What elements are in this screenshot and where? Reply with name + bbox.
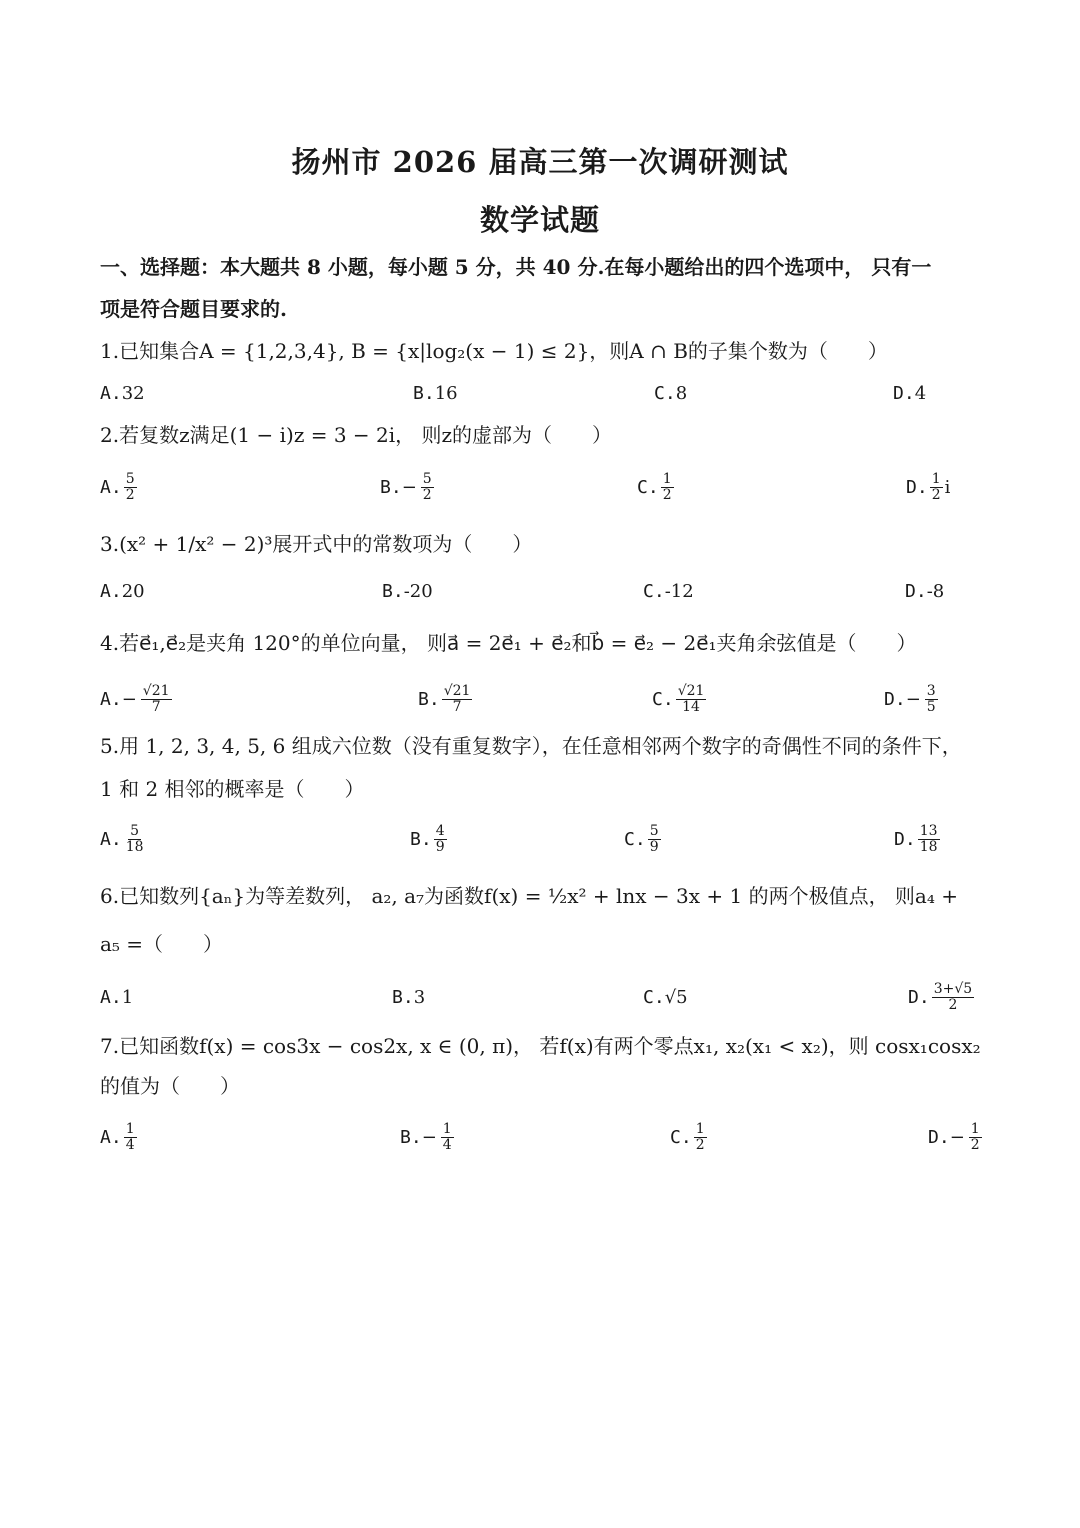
question-6-option-b[interactable] [392, 977, 425, 1017]
option-label: B. [410, 828, 432, 850]
option-label: D. [906, 476, 928, 498]
fraction-denominator: 7 [452, 698, 462, 715]
question-7-option-d[interactable] [928, 1117, 984, 1157]
question-2-option-a[interactable] [100, 467, 139, 507]
option-sign: − [401, 476, 417, 498]
question-3-option-c[interactable] [643, 571, 694, 611]
option-fraction [441, 1122, 454, 1153]
option-label: D. [905, 580, 927, 602]
option-label: B. [380, 476, 402, 498]
fraction-denominator: 5 [926, 698, 936, 715]
question-7-option-c[interactable] [670, 1117, 709, 1157]
option-value: 4 [914, 382, 927, 404]
option-value: 3 [413, 986, 426, 1008]
option-value: √5 [664, 986, 688, 1008]
option-value: 16 [434, 382, 458, 404]
option-sign: − [421, 1126, 437, 1148]
fraction-numerator: 3+√5 [933, 980, 973, 997]
fraction-denominator: 9 [435, 838, 445, 855]
fraction-numerator: 5 [422, 470, 432, 487]
section-instruction-line-2: 项是符合题目要求的. [100, 297, 287, 321]
question-3-stem-line-1: 3.(x² + 1/x² − 2)³展开式中的常数项为（ ） [100, 532, 533, 556]
fraction-denominator: 2 [695, 1136, 705, 1153]
option-label: C. [643, 580, 665, 602]
exam-subtitle: 数学试题 [479, 203, 600, 237]
question-2-options [0, 467, 1080, 507]
question-7-option-b[interactable] [400, 1117, 456, 1157]
option-sign: − [905, 688, 921, 710]
question-5-stem-line-1: 5.用 1, 2, 3, 4, 5, 6 组成六位数（没有重复数字），在任意相邻两个数字的奇偶性不同的条件下， [100, 734, 962, 758]
option-fraction [124, 1122, 137, 1153]
fraction-denominator: 2 [970, 1136, 980, 1153]
option-suffix: i [944, 476, 951, 498]
question-6-stem-line-2: a₅ =（ ） [100, 932, 224, 956]
question-4-option-c[interactable] [652, 679, 708, 719]
option-sign: − [949, 1126, 965, 1148]
exam-title: 扬州市 2026 届高三第一次调研测试 [291, 145, 789, 179]
option-label: B. [400, 1126, 422, 1148]
option-label: B. [413, 382, 435, 404]
question-4-stem-line-1: 4.若e⃗₁,e⃗₂是夹角 120°的单位向量， 则a⃗ = 2e⃗₁ + e⃗₂和b⃗ = e⃗₂ − 2e⃗₁夹角余弦值是（ ） [100, 631, 917, 655]
option-value: 20 [121, 580, 145, 602]
question-6-options [0, 977, 1080, 1017]
option-fraction [124, 472, 137, 503]
question-5-option-a[interactable] [100, 819, 148, 859]
fraction-denominator: 14 [682, 698, 700, 715]
question-5-option-b[interactable] [410, 819, 449, 859]
question-7-stem-line-1: 7.已知函数f(x) = cos3x − cos2x, x ∈ (0, π)， 若f(x)有两个零点x₁, x₂(x₁ < x₂)，则 cosx₁cosx₂ [100, 1034, 981, 1058]
option-fraction [694, 1122, 707, 1153]
question-5-option-c[interactable] [624, 819, 663, 859]
option-label: D. [893, 382, 915, 404]
question-1-stem-line-1: 1.已知集合A = {1,2,3,4}, B = {x|log₂(x − 1) ≤ 2}，则A ∩ B的子集个数为（ ） [100, 339, 888, 363]
option-fraction [918, 824, 940, 855]
question-1-option-a[interactable] [100, 373, 145, 413]
fraction-numerator: 1 [695, 1120, 705, 1137]
fraction-numerator: 5 [125, 470, 135, 487]
fraction-denominator: 2 [662, 486, 672, 503]
question-3-option-a[interactable] [100, 571, 145, 611]
option-label: A. [100, 580, 122, 602]
question-2-option-b[interactable] [380, 467, 436, 507]
option-label: A. [100, 1126, 122, 1148]
option-value: -8 [926, 580, 945, 602]
option-value: 32 [121, 382, 145, 404]
option-label: A. [100, 986, 122, 1008]
question-1-option-d[interactable] [893, 373, 926, 413]
fraction-numerator: 1 [442, 1120, 452, 1137]
question-7-stem-line-2: 的值为（ ） [100, 1074, 240, 1098]
question-5-options [0, 819, 1080, 859]
fraction-denominator: 18 [919, 838, 938, 855]
option-label: A. [100, 828, 122, 850]
question-6-stem-line-1: 6.已知数列{aₙ}为等差数列， a₂, a₇为函数f(x) = ½x² + lnx − 3x + 1 的两个极值点， 则a₄ + [100, 884, 958, 908]
question-3-option-b[interactable] [382, 571, 433, 611]
option-label: D. [928, 1126, 950, 1148]
option-label: A. [100, 688, 122, 710]
option-fraction [925, 684, 938, 715]
option-fraction [434, 824, 447, 855]
option-label: B. [382, 580, 404, 602]
option-fraction [969, 1122, 982, 1153]
option-label: A. [100, 476, 122, 498]
fraction-denominator: 4 [125, 1136, 135, 1153]
fraction-numerator: 1 [970, 1120, 980, 1137]
option-label: C. [624, 828, 646, 850]
question-7-option-a[interactable] [100, 1117, 139, 1157]
question-5-stem-line-2: 1 和 2 相邻的概率是（ ） [100, 777, 365, 801]
option-label: C. [652, 688, 674, 710]
fraction-denominator: 2 [422, 486, 432, 503]
fraction-numerator: √21 [142, 682, 170, 699]
option-label: C. [637, 476, 659, 498]
option-fraction [932, 982, 974, 1013]
fraction-numerator: 1 [125, 1120, 135, 1137]
option-value: -12 [664, 580, 694, 602]
option-fraction [421, 472, 434, 503]
question-4-option-d[interactable] [884, 679, 940, 719]
fraction-numerator: 4 [435, 822, 445, 839]
question-2-stem-line-1: 2.若复数z满足(1 − i)z = 3 − 2i， 则z的虚部为（ ） [100, 423, 613, 447]
option-fraction [141, 684, 172, 715]
question-4-options [0, 679, 1080, 719]
option-label: B. [392, 986, 414, 1008]
option-fraction [442, 684, 473, 715]
option-label: D. [908, 986, 930, 1008]
question-5-option-d[interactable] [894, 819, 942, 859]
option-label: C. [654, 382, 676, 404]
question-6-option-d[interactable] [908, 977, 976, 1017]
question-2-option-c[interactable] [637, 467, 676, 507]
question-3-options [0, 571, 1080, 611]
question-7-options [0, 1117, 1080, 1157]
fraction-numerator: 3 [926, 682, 936, 699]
fraction-numerator: 13 [919, 822, 938, 839]
fraction-numerator: 1 [931, 470, 941, 487]
section-instruction-line-1: 一、选择题：本大题共 8 小题，每小题 5 分，共 40 分.在每小题给出的四个选项中， 只有一 [100, 255, 932, 279]
fraction-denominator: 9 [649, 838, 659, 855]
question-4-option-a[interactable] [100, 679, 174, 719]
question-2-option-d[interactable] [906, 467, 950, 507]
fraction-numerator: 1 [662, 470, 672, 487]
fraction-denominator: 2 [125, 486, 135, 503]
option-value: 1 [121, 986, 134, 1008]
option-label: A. [100, 382, 122, 404]
fraction-denominator: 18 [125, 838, 144, 855]
option-fraction [661, 472, 674, 503]
question-6-option-c[interactable] [643, 977, 688, 1017]
option-label: C. [670, 1126, 692, 1148]
option-fraction [648, 824, 661, 855]
fraction-denominator: 2 [931, 486, 941, 503]
question-1-option-b[interactable] [413, 373, 458, 413]
option-label: D. [894, 828, 916, 850]
question-3-option-d[interactable] [905, 571, 944, 611]
fraction-numerator: √21 [677, 682, 705, 699]
fraction-denominator: 7 [151, 698, 161, 715]
question-1-option-c[interactable] [654, 373, 687, 413]
option-fraction [930, 472, 943, 503]
fraction-numerator: 5 [130, 822, 140, 839]
option-fraction [676, 684, 707, 715]
option-value: 8 [675, 382, 688, 404]
option-label: D. [884, 688, 906, 710]
question-6-option-a[interactable] [100, 977, 133, 1017]
option-label: B. [418, 688, 440, 710]
option-label: C. [643, 986, 665, 1008]
fraction-numerator: 5 [649, 822, 659, 839]
fraction-numerator: √21 [443, 682, 471, 699]
option-value: -20 [403, 580, 433, 602]
fraction-denominator: 4 [442, 1136, 452, 1153]
option-fraction [124, 824, 146, 855]
question-4-option-b[interactable] [418, 679, 474, 719]
question-1-options [0, 373, 1080, 413]
option-sign: − [121, 688, 137, 710]
fraction-denominator: 2 [948, 996, 958, 1013]
